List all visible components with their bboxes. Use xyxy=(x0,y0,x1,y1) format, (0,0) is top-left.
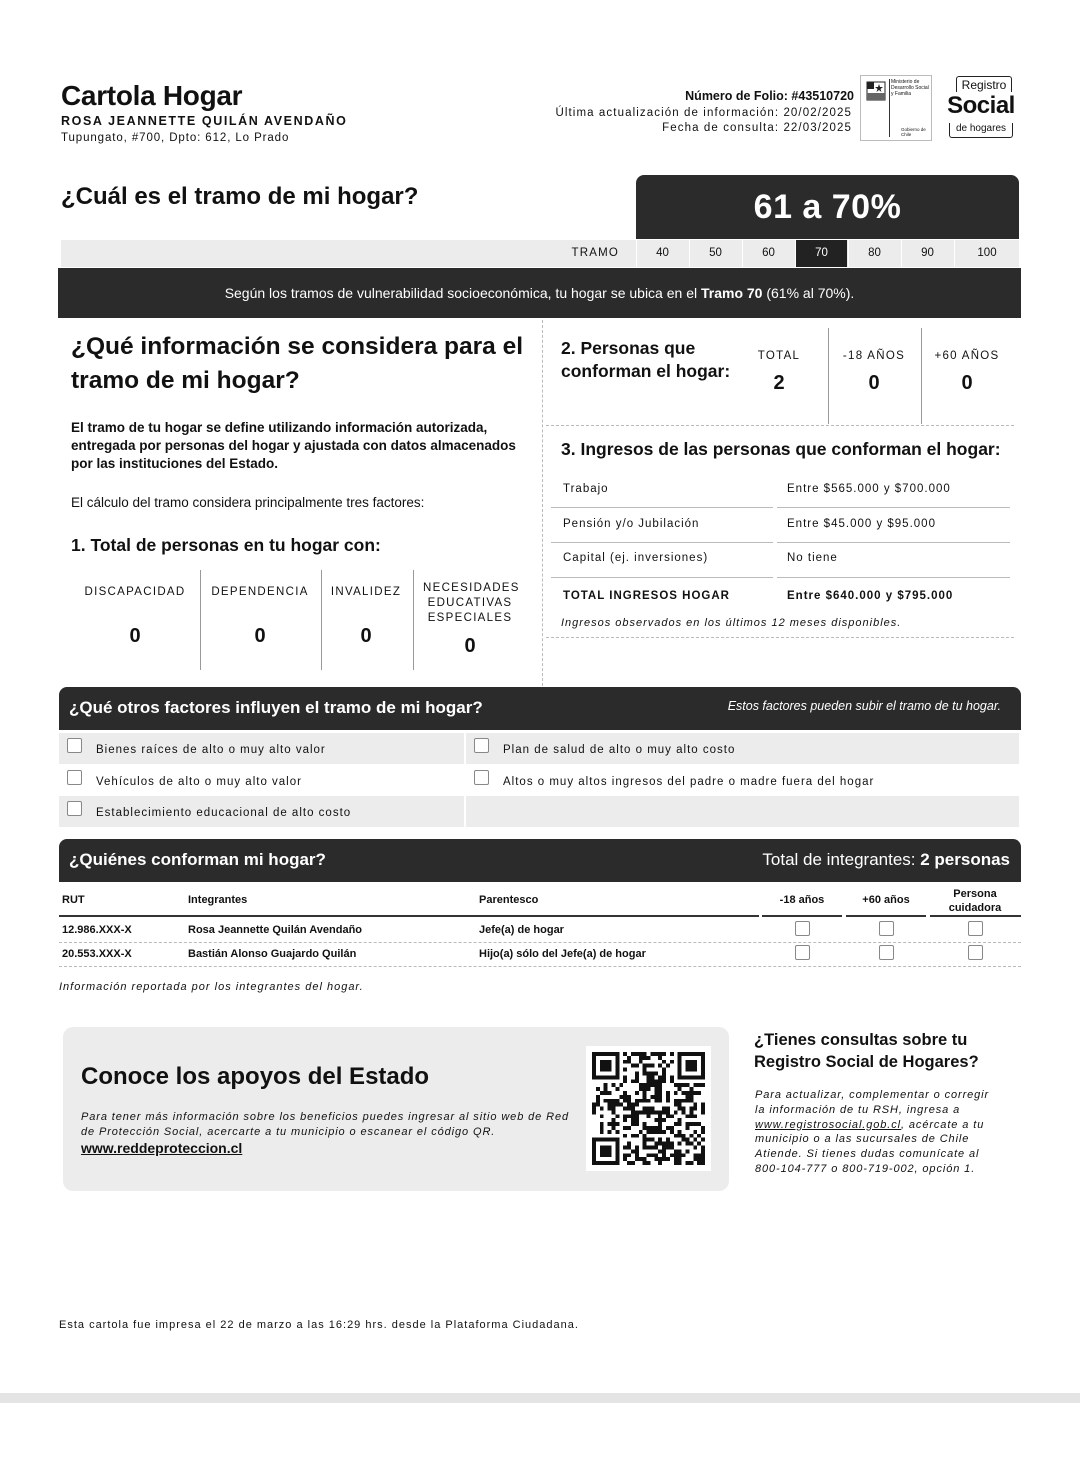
col-header-mayores: +60 años xyxy=(862,894,910,906)
section-divider xyxy=(546,425,1014,426)
row-divider xyxy=(551,507,773,508)
info-p1-bold: información autorizada, xyxy=(335,420,488,435)
condition-divider xyxy=(200,570,201,670)
consultas-text xyxy=(755,1088,1000,1177)
household-head-name: ROSA JEANNETTE QUILÁN AVENDAÑO xyxy=(61,114,348,128)
apoyos-title: Conoce los apoyos del Estado xyxy=(81,1063,430,1090)
quienes-total-label: Total de integrantes: xyxy=(762,850,921,869)
col-header-rut: RUT xyxy=(62,894,85,906)
factor-checkbox[interactable] xyxy=(67,738,82,753)
info-paragraph xyxy=(71,419,531,473)
condition-invalidez xyxy=(321,570,411,670)
member-relation: Jefe(a) de hogar xyxy=(479,924,564,936)
apoyos-box xyxy=(63,1027,729,1191)
factor-checkbox[interactable] xyxy=(67,801,82,816)
page-title: Cartola Hogar xyxy=(61,80,243,111)
personas-value: 0 xyxy=(868,372,880,394)
tramo-result-box xyxy=(636,175,1019,239)
personas-label: TOTAL xyxy=(757,350,801,362)
section-divider xyxy=(542,320,543,686)
personas-value: 0 xyxy=(961,372,973,394)
tramo-banner-bold: Tramo 70 xyxy=(700,285,763,301)
factor-row xyxy=(59,765,1019,796)
member-relation: Hijo(a) sólo del Jefe(a) de hogar xyxy=(479,948,646,960)
condition-dependencia xyxy=(200,570,320,670)
condition-label: DEPENDENCIA xyxy=(211,586,309,598)
apoyos-link[interactable]: www.reddeproteccion.cl xyxy=(81,1140,243,1156)
quienes-title: ¿Quiénes conforman mi hogar? xyxy=(69,850,326,869)
qr-code-icon xyxy=(592,1052,705,1165)
ministry-logo-sub: Gobierno de Chile xyxy=(901,127,926,137)
factor-checkbox[interactable] xyxy=(474,738,489,753)
tramo-banner-prefix: Según los tramos de vulnerabilidad socioeconómica, tu hogar se ubica en el xyxy=(224,285,701,301)
qr-code[interactable] xyxy=(586,1046,711,1171)
ministry-logo-text: Ministerio de Desarrollo Social y Familia xyxy=(891,79,929,97)
factor-label: Altos o muy altos ingresos del padre o madre fuera del hogar xyxy=(503,776,875,788)
col-header-integrantes: Integrantes xyxy=(188,894,248,906)
factor-label: Bienes raíces de alto o muy alto valor xyxy=(96,744,326,756)
income-value: No tiene xyxy=(787,552,838,564)
row-divider xyxy=(59,942,1021,943)
tramo-scale-cell: 100 xyxy=(954,240,1019,267)
factor-label: Vehículos de alto o muy alto valor xyxy=(96,776,302,788)
row-divider xyxy=(777,577,1010,578)
consultas-text-suffix: , acércate a tu municipio o a las sucursales de Chile Atiende. Si tienes dudas comunícate al 800-104-777 o 800-719-002, opción 1. xyxy=(755,1118,985,1175)
table-header-line xyxy=(930,915,1021,917)
tramo-question: ¿Cuál es el tramo de mi hogar? xyxy=(61,183,419,210)
member-cuidadora-checkbox[interactable] xyxy=(968,921,983,936)
info-p1-prefix: El tramo de tu hogar se define utilizando xyxy=(71,420,336,435)
member-cuidadora-checkbox[interactable] xyxy=(968,945,983,960)
otros-factores-header xyxy=(59,687,1021,730)
income-row-pension xyxy=(551,509,1010,543)
income-row-trabajo xyxy=(551,474,1010,508)
apoyos-text: Para tener más información sobre los beneficios puedes ingresar al sitio web de Red de Protección Social, acercarte a tu municipio o escanear el código QR. xyxy=(81,1111,570,1138)
rsh-logo xyxy=(940,76,1022,144)
rsh-logo-line1: Registro xyxy=(956,76,1013,92)
row-divider xyxy=(777,507,1010,508)
personas-label: +60 AÑOS xyxy=(934,350,1000,362)
tramo-banner xyxy=(58,268,1021,318)
col-header-parentesco: Parentesco xyxy=(479,894,539,906)
tramo-scale xyxy=(61,240,1019,267)
last-update-label: Última actualización de información: xyxy=(555,107,780,119)
tramo-banner-suffix: (61% al 70%). xyxy=(762,285,855,301)
income-label: Trabajo xyxy=(563,483,609,495)
rsh-logo-line2: Social xyxy=(947,92,1015,119)
member-name: Bastián Alonso Guajardo Quilán xyxy=(188,948,357,960)
bottom-strip xyxy=(0,1393,1080,1403)
info-paragraph-2: El cálculo del tramo considera principalmente tres factores: xyxy=(71,495,425,510)
tramo-scale-cell: 90 xyxy=(901,240,953,267)
col-header-cuidadora: Persona cuidadora xyxy=(948,888,1002,914)
consultas-title: ¿Tienes consultas sobre tu Registro Social de Hogares? xyxy=(754,1031,979,1071)
ministry-logo xyxy=(860,75,932,141)
last-update-value: 20/02/2025 xyxy=(783,107,852,119)
quienes-total xyxy=(762,850,1010,870)
last-update xyxy=(555,107,852,119)
section-divider xyxy=(546,637,1014,638)
member-name: Rosa Jeannette Quilán Avendaño xyxy=(188,924,363,936)
tramo-value: 61 a 70% xyxy=(753,188,902,226)
otros-factores-title: ¿Qué otros factores influyen el tramo de mi hogar? xyxy=(69,698,483,717)
household-address: Tupungato, #700, Dpto: 612, Lo Prado xyxy=(61,132,290,144)
condition-label: DISCAPACIDAD xyxy=(84,586,186,598)
factor-row xyxy=(59,733,1019,764)
print-footer: Esta cartola fue impresa el 22 de marzo a las 16:29 hrs. desde la Plataforma Ciudadana. xyxy=(59,1319,579,1331)
personas-total xyxy=(733,350,825,395)
member-menor-checkbox[interactable] xyxy=(795,921,810,936)
condition-divider xyxy=(321,570,322,670)
col-header-menores: -18 años xyxy=(779,894,825,906)
member-rut: 12.986.XXX-X xyxy=(62,924,132,936)
tramo-scale-cell: 80 xyxy=(848,240,900,267)
factor-label: Establecimiento educacional de alto costo xyxy=(96,807,352,819)
income-total-value: Entre $640.000 y $795.000 xyxy=(787,590,954,602)
info-question: ¿Qué información se considera para el tramo de mi hogar? xyxy=(71,333,524,394)
ingresos-note: Ingresos observados en los últimos 12 meses disponibles. xyxy=(561,617,902,629)
consult-date-value: 22/03/2025 xyxy=(783,122,852,134)
income-value: Entre $45.000 y $95.000 xyxy=(787,518,936,530)
table-header-line xyxy=(762,915,842,917)
member-menor-checkbox[interactable] xyxy=(795,945,810,960)
personas-menores xyxy=(828,350,920,395)
factor-separator xyxy=(464,733,466,764)
personas-label: -18 AÑOS xyxy=(842,350,906,362)
condition-value: 0 xyxy=(464,635,476,657)
factor-label: Plan de salud de alto o muy alto costo xyxy=(503,744,736,756)
info-p1-suffix: entregada por personas del hogar y ajustada con datos almacenados por las instituciones del Estado. xyxy=(71,438,516,471)
factor-separator xyxy=(464,796,466,827)
personas-value: 2 xyxy=(773,372,785,394)
quienes-total-value: 2 personas xyxy=(920,850,1010,869)
income-label: Pensión y/o Jubilación xyxy=(563,518,700,530)
member-mayor-checkbox[interactable] xyxy=(879,945,894,960)
factor-checkbox[interactable] xyxy=(67,770,82,785)
personas-mayores xyxy=(921,350,1013,395)
member-rut: 20.553.XXX-X xyxy=(62,948,132,960)
tramo-scale-cell: 50 xyxy=(689,240,741,267)
consultas-text-prefix: Para actualizar, complementar o corregir la información de tu RSH, ingresa a xyxy=(755,1089,990,1116)
ingresos-title: 3. Ingresos de las personas que conforman el hogar: xyxy=(561,439,1001,459)
income-label: Capital (ej. inversiones) xyxy=(563,552,709,564)
row-divider xyxy=(59,966,1021,967)
condition-value: 0 xyxy=(254,625,266,647)
condition-discapacidad xyxy=(71,570,199,670)
consult-date-label: Fecha de consulta: xyxy=(662,122,780,134)
tramo-scale-cell: 60 xyxy=(742,240,794,267)
condition-label: INVALIDEZ xyxy=(330,586,402,598)
quienes-header xyxy=(59,839,1021,882)
table-header-line xyxy=(846,915,926,917)
folio-number xyxy=(685,89,854,103)
tramo-scale-cell: 40 xyxy=(636,240,688,267)
condition-necesidades xyxy=(413,570,527,670)
income-total-label: TOTAL INGRESOS HOGAR xyxy=(563,590,730,602)
chile-crest-icon xyxy=(865,80,887,102)
factor-row xyxy=(59,796,1019,827)
income-row-capital xyxy=(551,543,1010,577)
otros-factores-note: Estos factores pueden subir el tramo de tu hogar. xyxy=(727,699,1001,713)
rsh-logo-line3: de hogares xyxy=(949,123,1013,138)
income-row-total xyxy=(551,581,1010,615)
consultas-link[interactable]: www.registrosocial.gob.cl xyxy=(755,1118,901,1131)
factor1-title: 1. Total de personas en tu hogar con: xyxy=(71,535,381,555)
row-divider xyxy=(551,577,773,578)
folio-label: Número de Folio: xyxy=(685,89,788,103)
personas-divider xyxy=(828,328,829,424)
personas-title: 2. Personas que conforman el hogar: xyxy=(561,338,731,381)
folio-value: #43510720 xyxy=(791,89,854,103)
table-header-line xyxy=(59,915,759,917)
consult-date xyxy=(662,122,852,134)
logo-divider xyxy=(889,79,890,137)
member-mayor-checkbox[interactable] xyxy=(879,921,894,936)
condition-value: 0 xyxy=(360,625,372,647)
condition-divider xyxy=(413,570,414,670)
condition-value: 0 xyxy=(129,625,141,647)
personas-divider xyxy=(921,328,922,424)
condition-label: NECESIDADES EDUCATIVAS ESPECIALES xyxy=(423,582,520,624)
tramo-scale-cell-active: 70 xyxy=(795,240,847,267)
members-note: Información reportada por los integrantes del hogar. xyxy=(59,981,364,993)
factor-checkbox[interactable] xyxy=(474,770,489,785)
tramo-scale-label: TRAMO xyxy=(571,247,619,259)
income-value: Entre $565.000 y $700.000 xyxy=(787,483,951,495)
